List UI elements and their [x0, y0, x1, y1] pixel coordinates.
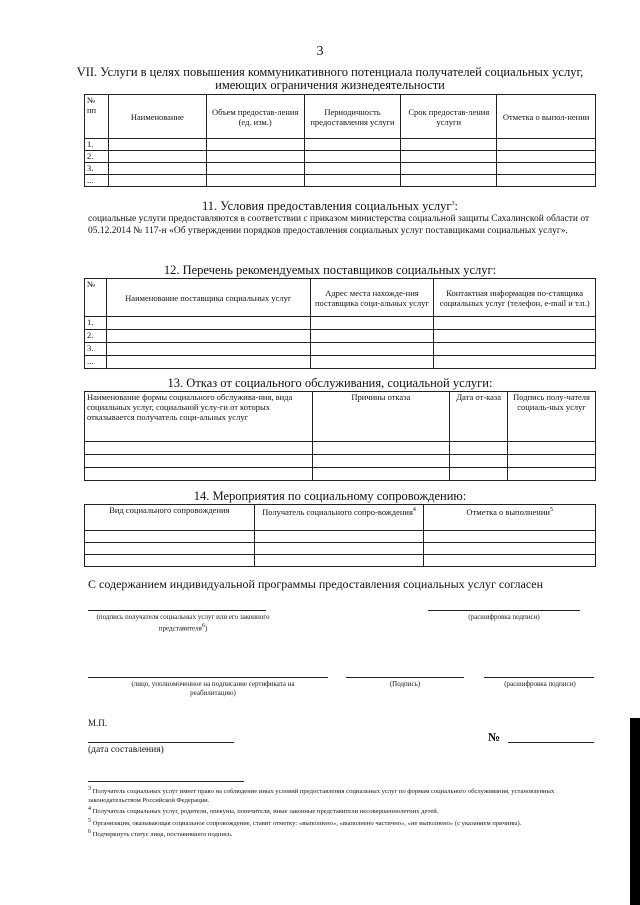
number-line [508, 742, 594, 743]
footnote-number: 4 [88, 806, 91, 812]
footnote-ref: 6 [201, 623, 205, 629]
header-cell: Адрес места нахожде-ния поставщика соци-альных услуг [310, 279, 434, 317]
caption-close: ) [204, 624, 208, 633]
header-text: Отметка о выполнении [466, 506, 550, 517]
table-row [85, 343, 596, 356]
header-text: Получатель социального сопро-вождения [262, 506, 413, 517]
header-cell: Наименование [108, 95, 206, 139]
footnote-text: Получатель социальных услуг, родители, опекуны, попечители, иные законные представители несовершеннолетних детей. [92, 808, 439, 816]
footnote [88, 817, 598, 829]
header-cell: Наименование поставщика социальных услуг [106, 279, 310, 317]
table-row [85, 543, 596, 555]
footnote-ref: 5 [549, 507, 553, 513]
signature-line [88, 610, 266, 611]
number-label: № [488, 730, 501, 744]
header-cell: Срок предостав-ления услуги [401, 95, 497, 139]
section7-table [84, 94, 596, 187]
footnote-text: Подчеркнуть статус лица, поставившего подпись. [92, 831, 233, 839]
row-number: 3. [85, 163, 109, 175]
footnote-ref: 4 [412, 507, 416, 513]
footnote-ref: 3 [451, 201, 455, 207]
header-cell [254, 505, 424, 531]
recipient-signature-caption [88, 613, 278, 633]
section7-title: VII. Услуги в целях повышения коммуникативного потенциала получателей социальных услуг, имеющих ограничения жизнедеятельности [76, 65, 584, 92]
header-cell [424, 505, 596, 531]
table-row [85, 163, 596, 175]
footnote-separator [88, 781, 244, 782]
table-row [85, 151, 596, 163]
stamp-placeholder: М.П. [88, 718, 108, 728]
header-cell: Контактная информация по-ставщика социальных услуг (телефон, e-mail и т.п.) [434, 279, 596, 317]
section11-text: социальные услуги предоставляются в соответствии с приказом министерства социальной защиты Сахалинской области от 05.12.2014 № 117-н «Об утверждении порядков предоставления социальных услуг поставщиками социальных услуг». [88, 214, 590, 236]
header-cell: № [85, 279, 107, 317]
header-cell: Дата от-каза [450, 392, 508, 442]
section14-title: 14. Мероприятия по социальному сопровождению: [193, 489, 467, 503]
transcript-caption-2: (расшифровка подписи) [504, 680, 576, 688]
table-row [85, 468, 596, 481]
header-cell: Наименование формы социального обслужива-ния, вида социальных услуг, социальной услу-ги от которых отказывается получатель соци-альных услуг [85, 392, 313, 442]
page-number: 3 [316, 44, 324, 59]
section12-title: 12. Перечень рекомендуемых поставщиков социальных услуг: [163, 263, 497, 277]
row-number: 3. [85, 343, 107, 356]
footnote [88, 828, 598, 840]
row-number: 2. [85, 151, 109, 163]
authorized-line [88, 677, 328, 678]
footnote-text: Получатель социальных услуг имеет право на соблюдение иных условий предоставления социальных услуг по формам социального обслуживания, установленных законодательством Российской Федерации. [88, 788, 555, 804]
table-row [85, 139, 596, 151]
header-cell: Подпись полу-чателя социаль-ных услуг [508, 392, 596, 442]
footnotes [88, 785, 598, 840]
table-row [85, 555, 596, 567]
row-number: ... [85, 356, 107, 369]
footnote-number: 6 [88, 829, 91, 836]
footnote-number: 3 [88, 786, 91, 792]
footnote-text: Организация, оказывающая социальное сопровождение, ставит отметку: «выполнено», «выполнено частично», «не выполнено» (с указанием причины). [92, 819, 522, 827]
table-row [85, 356, 596, 369]
footnote [88, 805, 598, 817]
footnote [88, 785, 598, 805]
table-row [85, 317, 596, 330]
date-line [88, 742, 234, 743]
row-number: 2. [85, 330, 107, 343]
sign-caption: (Подпись) [389, 680, 421, 688]
table-row [85, 531, 596, 543]
footnote-number: 5 [88, 817, 91, 824]
section11-title: 11. Условия предоставления социальных услуг$^3$: [201, 199, 458, 214]
section14-table [84, 504, 596, 567]
row-number: ... [85, 175, 109, 187]
table-row [85, 442, 596, 455]
row-number: 1. [85, 317, 107, 330]
header-cell: Отметка о выпол-нении [497, 95, 596, 139]
sign-line [346, 677, 464, 678]
header-cell: Причины отказа [312, 392, 450, 442]
header-cell: Периодичность предоставления услуги [304, 95, 401, 139]
header-cell: Вид социального сопровождения [85, 505, 255, 531]
section11-title-text: 11. Условия предоставления социальных услуг [201, 199, 452, 214]
authorized-caption: (лицо, уполномоченное на подписание сертификата на реабилитацию) [131, 680, 295, 697]
section13-table [84, 391, 596, 481]
scan-edge-bar [630, 718, 640, 905]
header-cell: Объем предостав-ления (ед. изм.) [206, 95, 304, 139]
table-row [85, 455, 596, 468]
transcript-line-2 [484, 677, 594, 678]
section12-table [84, 278, 596, 369]
transcript-line [428, 610, 580, 611]
caption-text: (подпись получателя социальных услуг или его законного представителя [96, 613, 270, 633]
transcript-caption: (расшифровка подписи) [468, 613, 540, 621]
row-number: 1. [85, 139, 109, 151]
table-row [85, 175, 596, 187]
header-cell: № пп [85, 95, 109, 139]
table-row [85, 330, 596, 343]
date-caption: (дата составления) [88, 745, 164, 755]
section13-title: 13. Отказ от социального обслуживания, социальной услуги: [167, 376, 493, 390]
consent-statement: С содержанием индивидуальной программы предоставления социальных услуг согласен [88, 577, 544, 591]
